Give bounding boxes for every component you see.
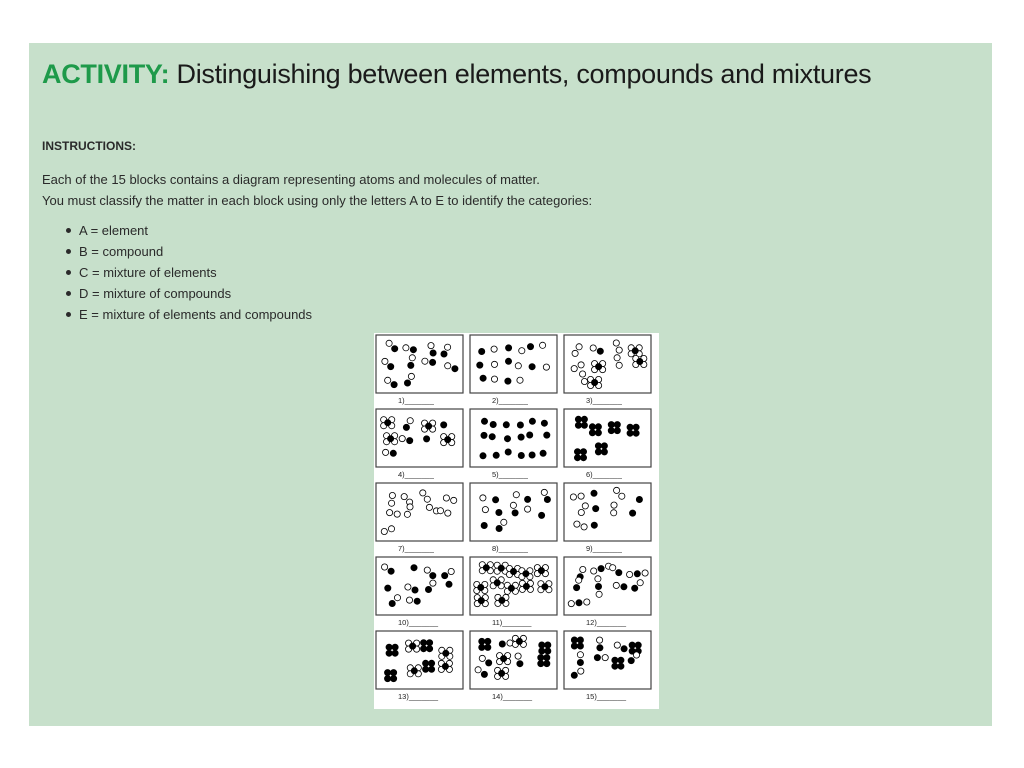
instructions-heading: INSTRUCTIONS:	[42, 139, 136, 153]
category-list	[65, 220, 312, 325]
category-e: E = mixture of elements and compounds	[65, 304, 312, 325]
activity-title-text: Distinguishing between elements, compounds and mixtures	[169, 59, 872, 89]
worksheet-blocks	[374, 333, 659, 709]
activity-title	[42, 59, 871, 90]
block-answer-label: 12)_______	[586, 618, 627, 627]
category-c: C = mixture of elements	[65, 262, 312, 283]
block-answer-label: 1)_______	[398, 396, 434, 405]
block-answer-label: 9)_______	[586, 544, 622, 553]
block-answer-label: 5)_______	[492, 470, 528, 479]
instructions-line-1: Each of the 15 blocks contains a diagram representing atoms and molecules of matter.	[42, 172, 540, 187]
block-answer-label: 4)_______	[398, 470, 434, 479]
block-answer-label: 15)_______	[586, 692, 627, 701]
activity-panel	[29, 43, 992, 726]
block-answer-label: 13)_______	[398, 692, 439, 701]
block-answer-label: 14)_______	[492, 692, 533, 701]
activity-title-prefix: ACTIVITY:	[42, 59, 170, 89]
block-answer-label: 3)_______	[586, 396, 622, 405]
category-d: D = mixture of compounds	[65, 283, 312, 304]
block-answer-label: 2)_______	[492, 396, 528, 405]
block-frame	[564, 483, 651, 541]
instructions-text	[42, 169, 592, 211]
instructions-line-2: You must classify the matter in each block using only the letters A to E to identify the categories:	[42, 193, 593, 208]
block-answer-label: 7)_______	[398, 544, 434, 553]
category-b: B = compound	[65, 241, 312, 262]
category-a: A = element	[65, 220, 312, 241]
block-answer-label: 8)_______	[492, 544, 528, 553]
block-answer-label: 11)_______	[492, 618, 532, 627]
block-answer-label: 10)_______	[398, 618, 439, 627]
block-answer-label: 6)_______	[586, 470, 622, 479]
